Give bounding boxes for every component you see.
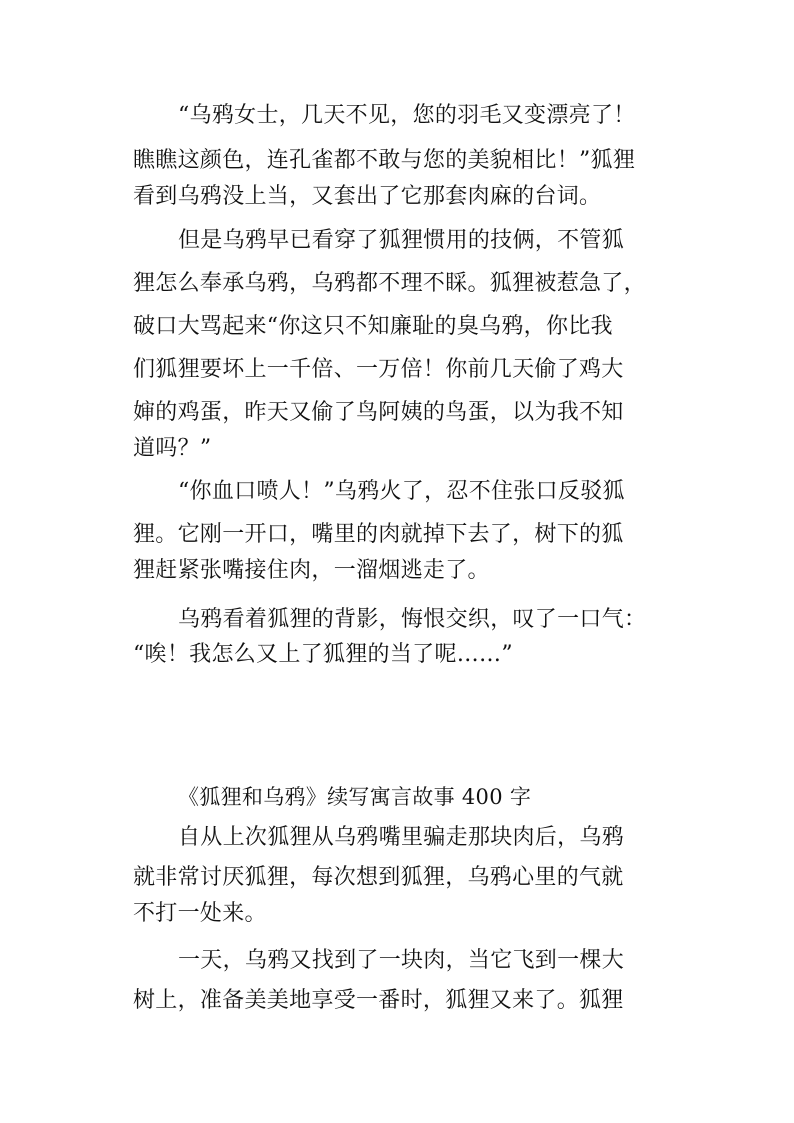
text-line: 但是乌鸦早已看穿了狐狸惯用的技俩，不管狐	[178, 228, 625, 253]
story-title: 《狐狸和乌鸦》续写寓言故事 400 字	[178, 785, 532, 809]
text-line: 一天，乌鸦又找到了一块肉，当它飞到一棵大	[178, 948, 625, 973]
text-line: 看到乌鸦没上当，又套出了它那套肉麻的台词。	[133, 184, 602, 209]
text-line: 狸怎么奉承乌鸦，乌鸦都不理不睬。狐狸被惹急了，	[133, 271, 646, 296]
text-line: 不打一处来。	[133, 901, 267, 926]
text-line: 道吗？”	[133, 436, 212, 461]
text-line: 狸赶紧张嘴接住肉，一溜烟逃走了。	[133, 558, 490, 583]
text-line: 瞧瞧这颜色，连孔雀都不敢与您的美貌相比！”狐狸	[133, 148, 636, 173]
text-line: “乌鸦女士，几天不见，您的羽毛又变漂亮了！	[178, 103, 636, 128]
text-line: 乌鸦看着狐狸的背影，悔恨交织，叹了一口气：	[178, 607, 647, 632]
text-line: 就非常讨厌狐狸，每次想到狐狸，乌鸦心里的气就	[133, 865, 624, 890]
text-line: 树上，准备美美地享受一番时，狐狸又来了。狐狸	[133, 988, 624, 1013]
text-line: 婶的鸡蛋，昨天又偷了鸟阿姨的鸟蛋，以为我不知	[133, 400, 624, 425]
text-line: 们狐狸要坏上一千倍、一万倍！你前几天偷了鸡大	[133, 357, 624, 382]
text-line: 狸。它刚一开口，嘴里的肉就掉下去了，树下的狐	[133, 522, 624, 547]
text-line: “唉！我怎么又上了狐狸的当了呢……”	[133, 642, 513, 667]
text-line: “你血口喷人！”乌鸦火了，忍不住张口反驳狐	[178, 479, 625, 504]
text-line: 自从上次狐狸从乌鸦嘴里骗走那块肉后，乌鸦	[178, 825, 625, 850]
text-line: 破口大骂起来“你这只不知廉耻的臭乌鸦，你比我	[133, 314, 613, 339]
